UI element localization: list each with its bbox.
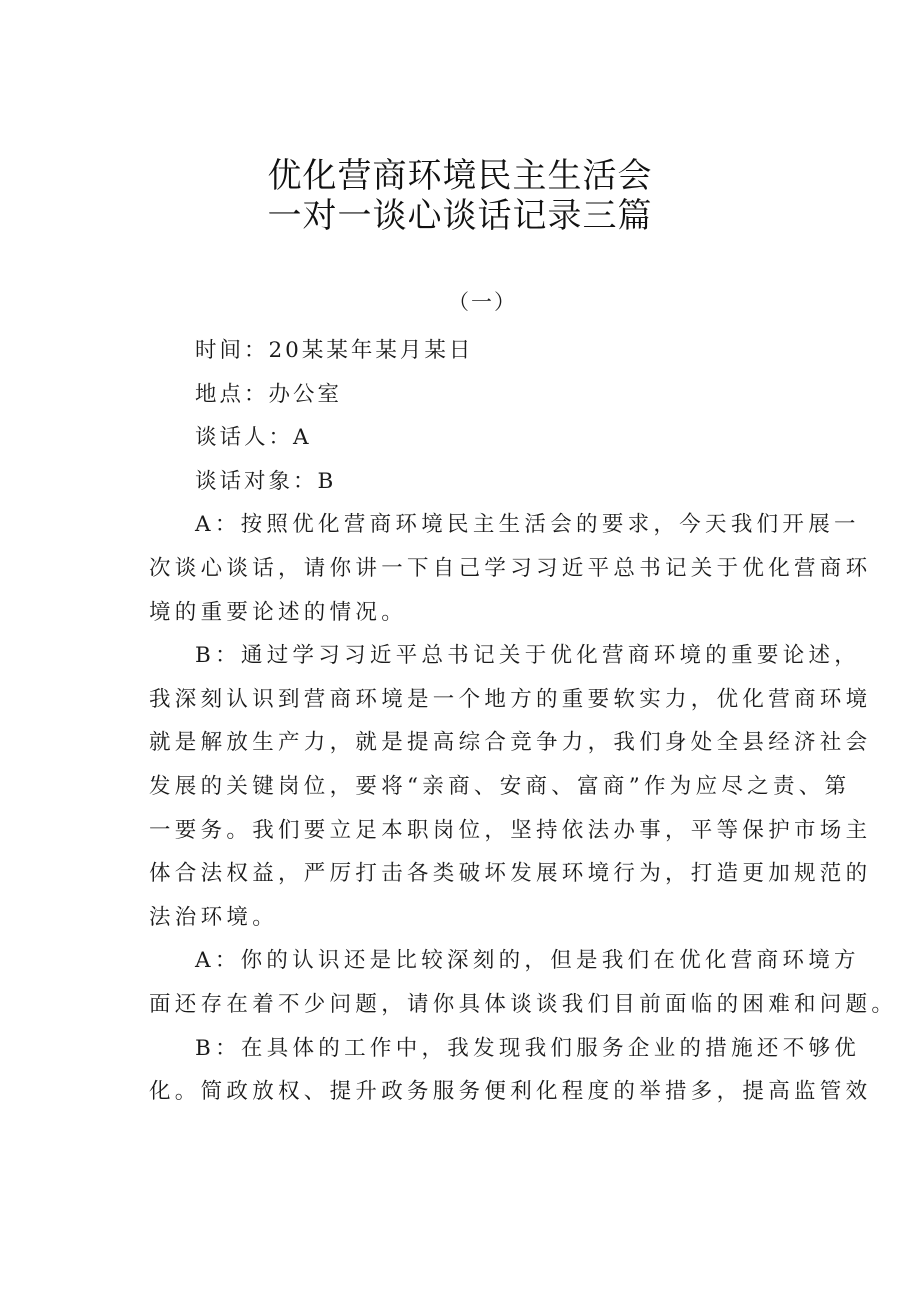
text-line: 一要务。我们要立足本职岗位，坚持依法办事，平等保护市场主 (149, 817, 872, 843)
text-line: A：你的认识还是比较深刻的，但是我们在优化营商环境方 (195, 948, 860, 974)
text-line: 法治环境。 (149, 904, 279, 930)
meta-listener: 谈话对象：B (195, 468, 337, 494)
section-label: （一） (448, 290, 517, 314)
text-line: 就是解放生产力，就是提高综合竞争力，我们身处全县经济社会 (149, 730, 872, 756)
text-line: B：在具体的工作中，我发现我们服务企业的措施还不够优 (195, 1035, 861, 1061)
meta-place: 地点：办公室 (195, 381, 343, 407)
meta-speaker: 谈话人：A (195, 425, 312, 451)
document-title-line-2: 一对一谈心谈话记录三篇 (267, 196, 653, 236)
document-body (149, 329, 898, 1114)
text-line: 体合法权益，严厉打击各类破坏发展环境行为，打造更加规范的 (149, 861, 872, 887)
text-line: A：按照优化营商环境民主生活会的要求，今天我们开展一 (195, 512, 860, 538)
text-line: 次谈心谈话，请你讲一下自己学习习近平总书记关于优化营商环 (149, 555, 872, 581)
text-line: 我深刻认识到营商环境是一个地方的重要软实力，优化营商环境 (149, 686, 872, 712)
text-line: 发展的关键岗位，要将“亲商、安商、富商”作为应尽之责、第 (149, 773, 851, 799)
document-title-line-1: 优化营商环境民主生活会 (267, 156, 653, 196)
text-line: B：通过学习习近平总书记关于优化营商环境的重要论述， (195, 643, 861, 669)
text-line: 面还存在着不少问题，请你具体谈谈我们目前面临的困难和问题。 (149, 991, 898, 1017)
meta-time: 时间：20某某年某月某日 (195, 338, 474, 363)
text-line: 境的重要论述的情况。 (149, 599, 408, 625)
dialogue-text (149, 503, 898, 1113)
text-line: 化。简政放权、提升政务服务便利化程度的举措多，提高监管效 (149, 1079, 872, 1105)
